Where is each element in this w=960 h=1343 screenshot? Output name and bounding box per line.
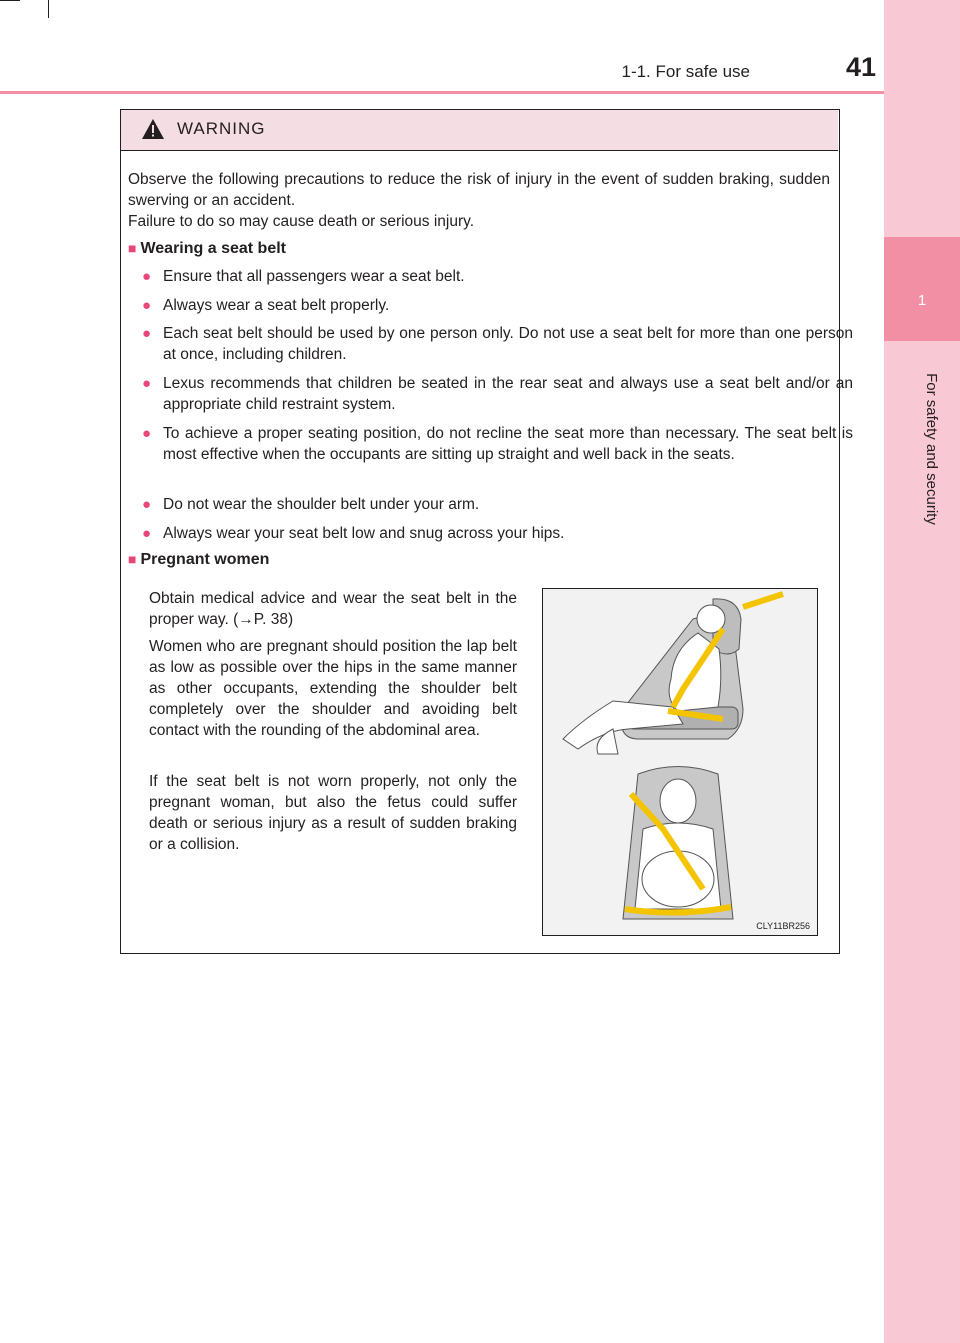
bullet-dot-icon: ● [142, 268, 152, 285]
paragraph: Women who are pregnant should position the lap belt as low as possible over the hips in the same manner as other occupants, extending the shoulder belt completely over the shoulder and avoiding belt contact with the rounding of the abdominal area. [149, 638, 517, 739]
bullet-dot-icon: ● [142, 496, 152, 513]
chapter-title: For safety and security [923, 373, 940, 525]
seat-belt-illustration [542, 588, 818, 936]
section-heading-seat-belt: ■ Wearing a seat belt [128, 240, 286, 257]
section-title: 1-1. For safe use [621, 62, 750, 81]
list-item: ● Do not wear the shoulder belt under your arm. [142, 496, 480, 513]
bullet-dot-icon: ● [142, 325, 152, 342]
list-item: ● Lexus recommends that children be seated in the rear seat and always use a seat belt and/or an appropriate child restraint system. [142, 375, 853, 413]
warning-box [120, 109, 853, 954]
chapter-number-box [884, 237, 960, 341]
page-number: 41 [845, 52, 876, 82]
pregnant-seat-belt-drawing [543, 589, 817, 935]
section-heading-pregnant-women: ■ Pregnant women [128, 551, 270, 568]
bullet-dot-icon: ● [142, 425, 152, 442]
figure-code: CLY11BR256 [756, 921, 810, 931]
warning-intro-2: Failure to do so may cause death or serious injury. [128, 213, 475, 230]
bullet-dot-icon: ● [142, 525, 152, 542]
warning-triangle-icon [141, 118, 165, 140]
bullet-dot-icon: ● [142, 297, 152, 314]
crop-mark-top-left-vertical [48, 0, 49, 18]
chapter-side-tab [884, 0, 960, 1343]
warning-label: WARNING [177, 119, 266, 138]
bullet-dot-icon: ● [142, 375, 152, 392]
list-item: ● Ensure that all passengers wear a seat belt. [142, 268, 465, 285]
list-item: ● To achieve a proper seating position, do not recline the seat more than necessary. The seat belt is most effective when the occupants are sitting up straight and well back in the seats. [142, 425, 853, 463]
warning-header [121, 110, 838, 151]
list-item: ● Always wear your seat belt low and snug across your hips. [142, 525, 565, 542]
square-bullet-icon: ■ [128, 240, 137, 256]
list-item: ● Each seat belt should be used by one person only. Do not use a seat belt for more than one person at once, including children. [142, 325, 853, 363]
crop-mark-top-left [0, 0, 20, 1]
paragraph: If the seat belt is not worn properly, not only the pregnant woman, but also the fetus could suffer death or serious injury as a result of sudden braking or a collision. [149, 773, 517, 853]
list-item: ● Always wear a seat belt properly. [142, 297, 390, 314]
paragraph: Obtain medical advice and wear the seat belt in the proper way. (→P. 38) [149, 590, 517, 628]
square-bullet-icon: ■ [128, 551, 137, 567]
chapter-number: 1 [917, 292, 927, 309]
warning-intro: Observe the following precautions to reduce the risk of injury in the event of sudden braking, sudden swerving or an accident. [128, 171, 830, 209]
header-rule [0, 91, 884, 94]
